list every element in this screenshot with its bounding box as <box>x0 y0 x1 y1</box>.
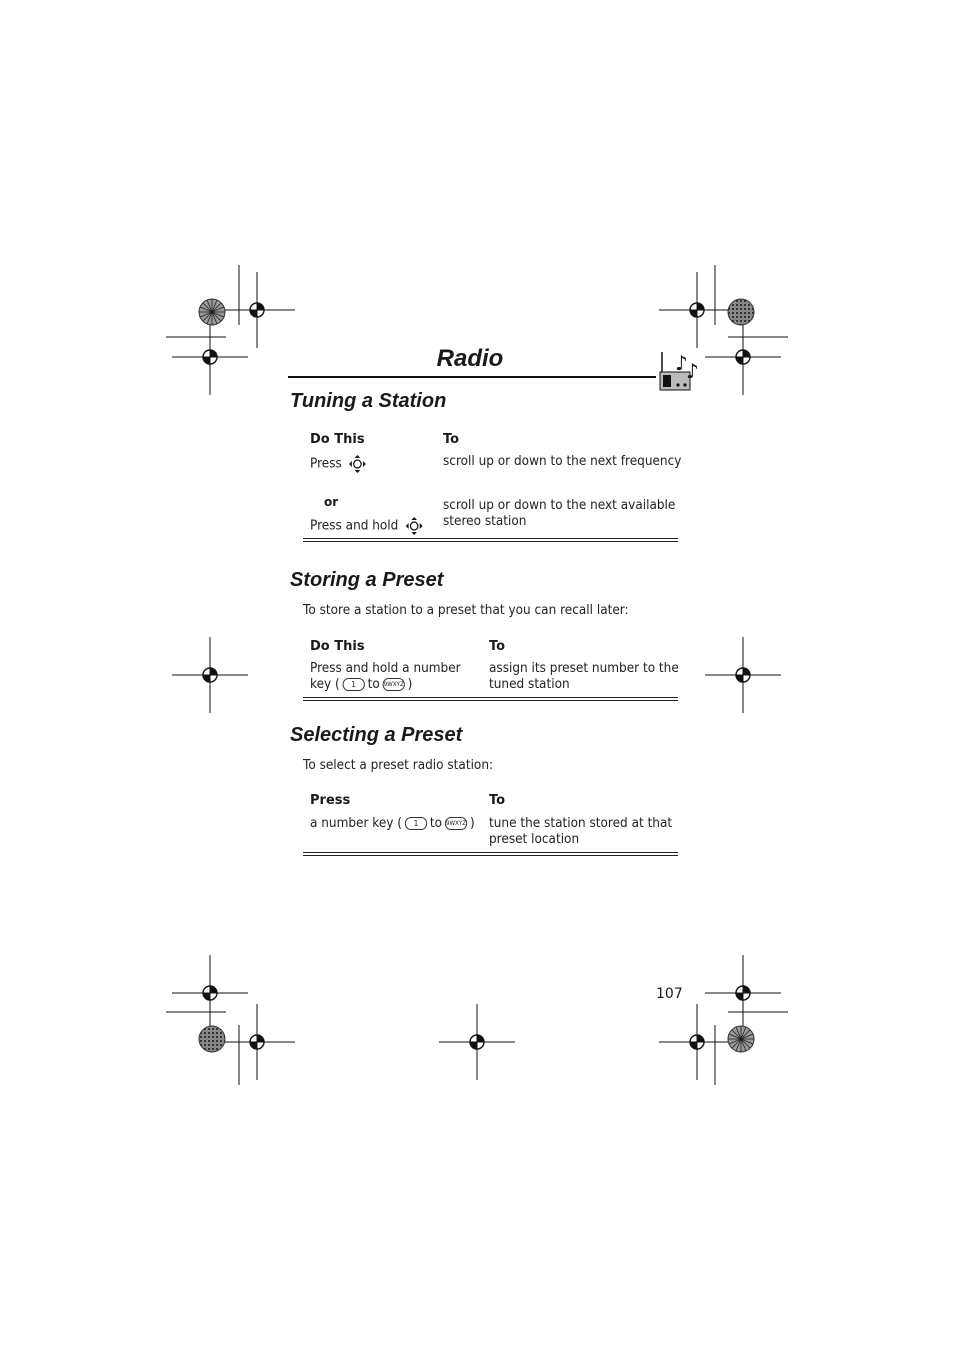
page-title: Radio <box>436 345 504 372</box>
selecting-result: tune the station stored at that preset location <box>489 816 673 847</box>
section-heading-selecting: Selecting a Preset <box>290 724 463 746</box>
number-key-9-icon: 9WXYZ <box>445 817 467 830</box>
page-number: 107 <box>656 986 683 1002</box>
tuning-row1-result: scroll up or down to the next frequency <box>443 454 682 469</box>
number-key-9-icon: 9WXYZ <box>383 678 405 691</box>
svg-text:♪: ♪ <box>686 359 699 383</box>
svg-text:♪: ♪ <box>675 351 688 375</box>
navigation-key-icon <box>405 517 424 535</box>
column-header-press: Press <box>310 793 351 808</box>
table-end-rule <box>303 538 678 542</box>
selecting-action: a number key ( 1 to 9WXYZ ) <box>310 816 475 831</box>
navigation-key-icon <box>348 455 367 473</box>
column-header-to: To <box>489 639 506 654</box>
column-header-to: To <box>443 432 460 447</box>
tuning-row2-result: scroll up or down to the next available stereo station <box>443 498 676 529</box>
or-label: or <box>324 495 339 509</box>
section-heading-tuning: Tuning a Station <box>290 390 447 412</box>
number-key-1-icon: 1 <box>405 817 427 830</box>
storing-intro: To store a station to a preset that you can recall later: <box>303 603 629 618</box>
column-header-do-this: Do This <box>310 432 365 447</box>
storing-result: assign its preset number to the tuned station <box>489 661 679 692</box>
number-key-1-icon: 1 <box>343 678 365 691</box>
section-heading-storing: Storing a Preset <box>290 569 444 591</box>
table-end-rule <box>303 697 678 701</box>
radio-music-icon <box>658 350 704 392</box>
column-header-do-this: Do This <box>310 639 365 654</box>
tuning-row1-action: Press <box>310 455 370 473</box>
tuning-row2-action: Press and hold <box>310 517 426 535</box>
storing-action: Press and hold a number key ( 1 to 9WXYZ ) <box>310 661 461 692</box>
table-end-rule <box>303 852 678 856</box>
selecting-intro: To select a preset radio station: <box>303 758 494 773</box>
title-rule <box>288 376 656 378</box>
column-header-to: To <box>489 793 506 808</box>
